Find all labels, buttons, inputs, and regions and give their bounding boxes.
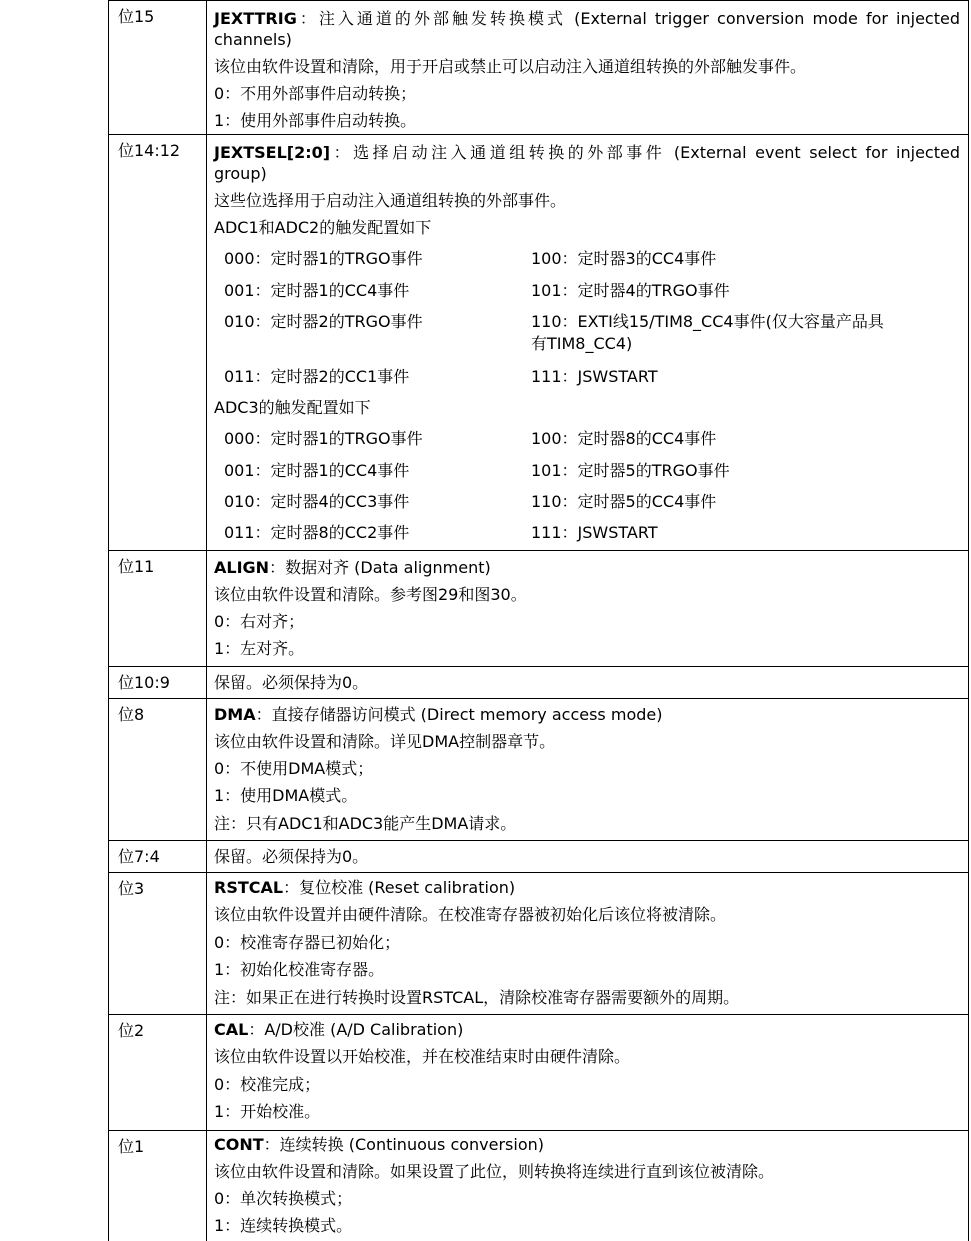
reserved-text: 保留。必须保持为0。	[214, 847, 369, 866]
trigger-option: 110：定时器5的CC4事件	[531, 492, 717, 511]
bit-label: 位10:9	[118, 673, 170, 692]
table-row	[108, 872, 969, 1014]
adc3-heading: ADC3的触发配置如下	[214, 398, 371, 417]
bit-label: 位8	[118, 705, 145, 724]
description-line: 该位由软件设置并由硬件清除。在校准寄存器被初始化后该位将被清除。	[214, 905, 727, 924]
adc12-heading: ADC1和ADC2的触发配置如下	[214, 218, 432, 237]
description-line: 该位由软件设置和清除，用于开启或禁止可以启动注入通道组转换的外部触发事件。	[214, 57, 807, 76]
field-title: DMA：直接存储器访问模式 (Direct memory access mode)	[214, 705, 663, 724]
value-line: 1：开始校准。	[214, 1102, 321, 1121]
trigger-option: 000：定时器1的TRGO事件	[224, 249, 423, 268]
field-title: RSTCAL：复位校准 (Reset calibration)	[214, 878, 516, 897]
field-name: JEXTSEL[2:0]	[214, 143, 331, 162]
table-row	[108, 666, 969, 698]
field-title: CONT：连续转换 (Continuous conversion)	[214, 1135, 545, 1154]
note-line: 注：只有ADC1和ADC3能产生DMA请求。	[214, 814, 517, 833]
trigger-option: 101：定时器5的TRGO事件	[531, 461, 730, 480]
trigger-option: 100：定时器8的CC4事件	[531, 429, 717, 448]
bit-label: 位7:4	[118, 847, 160, 866]
table-row	[108, 134, 969, 550]
field-name: ALIGN	[214, 558, 270, 577]
table-row	[108, 0, 969, 134]
description-line: 这些位选择用于启动注入通道组转换的外部事件。	[214, 191, 567, 210]
table-row	[108, 1130, 969, 1241]
bit-cell	[109, 667, 207, 698]
table-row	[108, 1014, 969, 1130]
bit-cell	[109, 873, 207, 1014]
bit-cell	[109, 1, 207, 134]
value-line: 1：左对齐。	[214, 639, 305, 658]
bit-cell	[109, 841, 207, 872]
field-name: CAL	[214, 1020, 249, 1039]
bit-cell	[109, 1131, 207, 1241]
table-row	[108, 840, 969, 872]
value-line: 0：不使用DMA模式；	[214, 759, 374, 778]
trigger-option: 001：定时器1的CC4事件	[224, 461, 410, 480]
field-title: ALIGN：数据对齐 (Data alignment)	[214, 558, 491, 577]
value-line: 0：校准寄存器已初始化；	[214, 933, 401, 952]
field-name: CONT	[214, 1135, 264, 1154]
value-line: 1：连续转换模式。	[214, 1216, 353, 1235]
trigger-option: 001：定时器1的CC4事件	[224, 281, 410, 300]
bit-label: 位3	[118, 879, 145, 898]
field-title-cont: channels)	[214, 30, 292, 49]
field-name: DMA	[214, 705, 256, 724]
trigger-option: 000：定时器1的TRGO事件	[224, 429, 423, 448]
reserved-text: 保留。必须保持为0。	[214, 673, 369, 692]
trigger-option: 100：定时器3的CC4事件	[531, 249, 717, 268]
bit-cell	[109, 135, 207, 550]
bit-label: 位14:12	[118, 141, 181, 160]
field-title: JEXTTRIG：注入通道的外部触发转换模式 (External trigger conversion mode for injected	[214, 9, 960, 28]
bit-cell	[109, 551, 207, 666]
trigger-option: 110：EXTI线15/TIM8_CC4事件(仅大容量产品具	[531, 312, 884, 331]
field-title: JEXTSEL[2:0]：选择启动注入通道组转换的外部事件 (External event select for injected	[214, 143, 960, 162]
bit-label: 位2	[118, 1021, 145, 1040]
trigger-option: 011：定时器2的CC1事件	[224, 367, 410, 386]
value-line: 0：不用外部事件启动转换；	[214, 84, 417, 103]
field-name: JEXTTRIG	[214, 9, 297, 28]
bit-label: 位1	[118, 1137, 145, 1156]
value-line: 0：校准完成；	[214, 1075, 321, 1094]
trigger-option: 101：定时器4的TRGO事件	[531, 281, 730, 300]
bit-cell	[109, 699, 207, 840]
note-line: 注：如果正在进行转换时设置RSTCAL，清除校准寄存器需要额外的周期。	[214, 988, 740, 1007]
table-row	[108, 698, 969, 840]
trigger-option: 010：定时器4的CC3事件	[224, 492, 410, 511]
description-line: 该位由软件设置和清除。如果设置了此位，则转换将连续进行直到该位被清除。	[214, 1162, 775, 1181]
trigger-option: 011：定时器8的CC2事件	[224, 523, 410, 542]
bit-label: 位15	[118, 7, 155, 26]
trigger-option: 010：定时器2的TRGO事件	[224, 312, 423, 331]
trigger-option-cont: 有TIM8_CC4)	[531, 334, 633, 353]
value-line: 1：使用DMA模式。	[214, 786, 358, 805]
bit-label: 位11	[118, 557, 155, 576]
description-line: 该位由软件设置和清除。参考图29和图30。	[214, 585, 527, 604]
value-line: 0：右对齐；	[214, 612, 305, 631]
field-title-cont: group)	[214, 164, 267, 183]
value-line: 1：初始化校准寄存器。	[214, 960, 385, 979]
field-title: CAL：A/D校准 (A/D Calibration)	[214, 1020, 464, 1039]
value-line: 1：使用外部事件启动转换。	[214, 111, 417, 130]
trigger-option: 111：JSWSTART	[531, 367, 658, 386]
description-line: 该位由软件设置和清除。详见DMA控制器章节。	[214, 732, 556, 751]
description-line: 该位由软件设置以开始校准，并在校准结束时由硬件清除。	[214, 1047, 631, 1066]
field-name: RSTCAL	[214, 878, 284, 897]
trigger-option: 111：JSWSTART	[531, 523, 658, 542]
bit-cell	[109, 1015, 207, 1130]
value-line: 0：单次转换模式；	[214, 1189, 353, 1208]
table-row	[108, 550, 969, 666]
